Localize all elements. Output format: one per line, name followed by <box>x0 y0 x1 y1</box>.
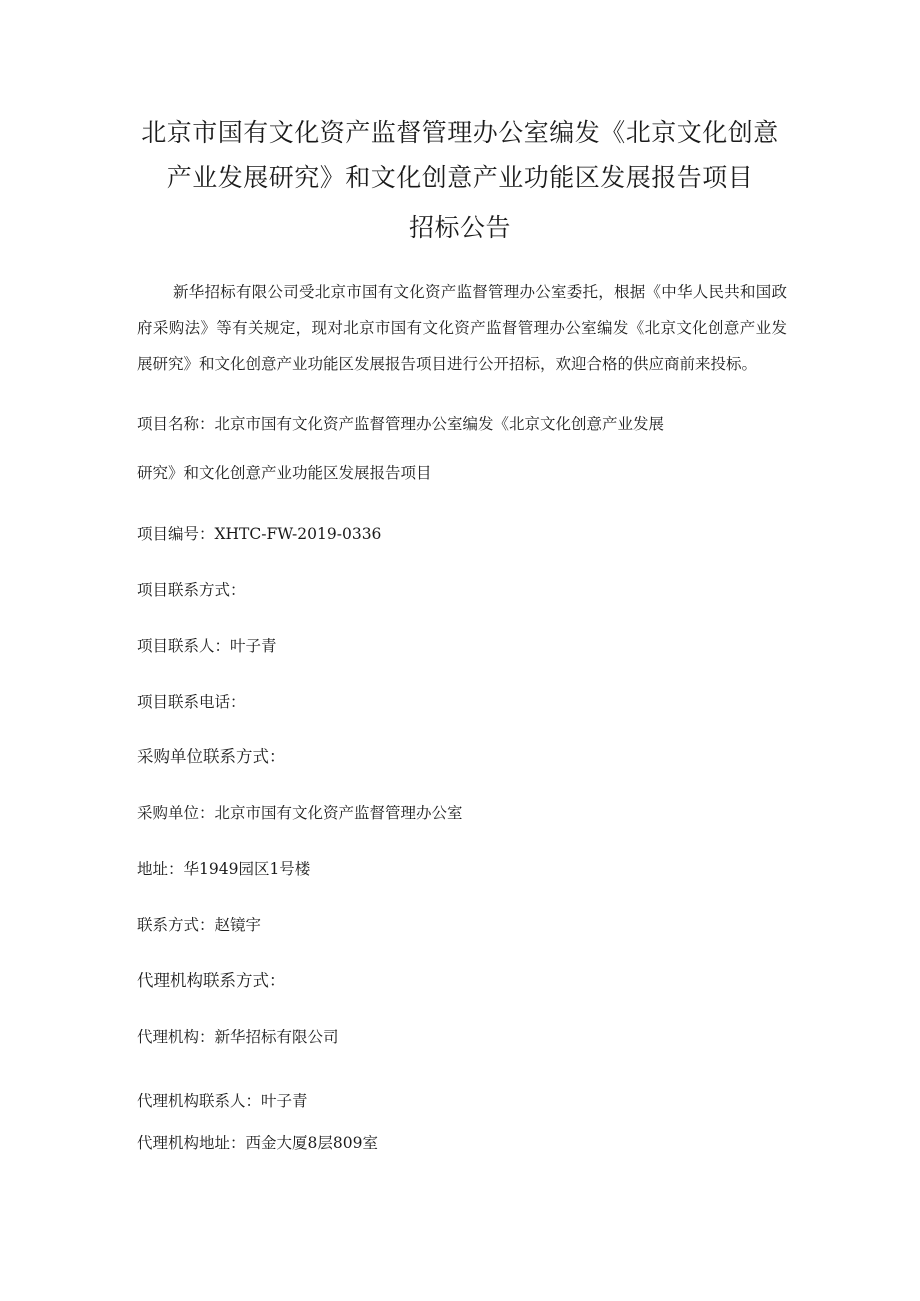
agency-contact-person: 代理机构联系人：叶子青 <box>137 1092 308 1110</box>
agency-address: 代理机构地址：西金大厦8层809室 <box>137 1134 378 1152</box>
purchaser-address: 地址：华1949园区1号楼 <box>137 860 311 878</box>
agency-contact-heading: 代理机构联系方式： <box>137 971 286 990</box>
project-contact-phone: 项目联系电话： <box>137 693 246 711</box>
document-title-line-1: 北京市国有文化资产监督管理办公室编发《北京文化创意 <box>141 118 779 147</box>
agency-name: 代理机构：新华招标有限公司 <box>137 1028 339 1046</box>
document-title-line-3: 招标公告 <box>408 213 511 242</box>
project-number: 项目编号：XHTC-FW-2019-0336 <box>137 525 382 543</box>
purchaser-unit: 采购单位：北京市国有文化资产监督管理办公室 <box>137 804 463 822</box>
purchaser-contact-heading: 采购单位联系方式： <box>137 747 286 766</box>
project-name-line-1: 项目名称：北京市国有文化资产监督管理办公室编发《北京文化创意产业发展 <box>137 415 665 433</box>
intro-paragraph: 新华招标有限公司受北京市国有文化资产监督管理办公室委托，根据《中华人民共和国政府采购法》等有关规定，现对北京市国有文化资产监督管理办公室编发《北京文化创意产业发展研究》和文化创意产业功能区发展报告项目进行公开招标，欢迎合格的供应商前来投标。 <box>137 283 787 373</box>
document-title-line-2: 产业发展研究》和文化创意产业功能区发展报告项目 <box>166 163 754 192</box>
purchaser-contact: 联系方式：赵镜宇 <box>137 916 262 934</box>
project-name-line-2: 研究》和文化创意产业功能区发展报告项目 <box>137 464 432 482</box>
project-contact-person: 项目联系人：叶子青 <box>137 637 277 655</box>
project-contact-heading: 项目联系方式： <box>137 581 246 599</box>
